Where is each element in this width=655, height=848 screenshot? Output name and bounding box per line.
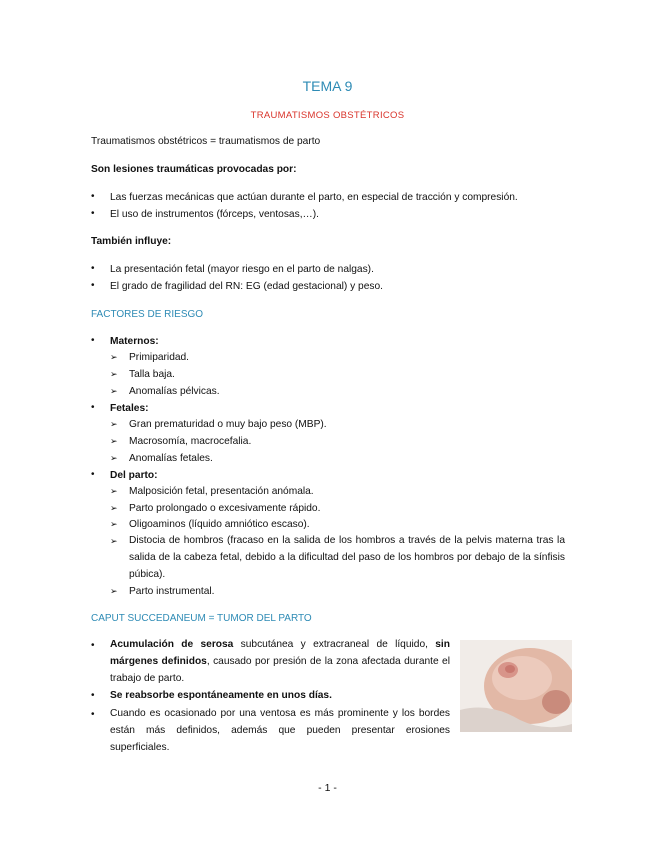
arrow-bullet-icon: ➢ (110, 436, 118, 446)
caput-heading: CAPUT SUCCEDANEUM = TUMOR DEL PARTO (91, 613, 312, 624)
cause-item: El uso de instrumentos (fórceps, ventosas,…). (110, 209, 319, 220)
bullet-icon: • (91, 263, 95, 274)
risk-item: Talla baja. (129, 369, 175, 380)
page-number: - 1 - (318, 782, 337, 794)
page-title: TEMA 9 (302, 78, 353, 94)
risk-item: Anomalías fetales. (129, 453, 213, 464)
definition-text: Traumatismos obstétricos = traumatismos de parto (91, 136, 321, 147)
risk-item: Macrosomía, macrocefalia. (129, 436, 252, 447)
arrow-bullet-icon: ➢ (110, 386, 118, 396)
caput-bold-2: sin márgenes definidos (110, 639, 450, 667)
causes-heading: Son lesiones traumáticas provocadas por: (91, 164, 297, 175)
influence-heading: También influye: (91, 236, 172, 247)
influence-item: La presentación fetal (mayor riesgo en el parto de nalgas). (110, 264, 374, 275)
bullet-icon: • (91, 208, 95, 219)
arrow-bullet-icon: ➢ (110, 453, 118, 463)
caput-bold-1: Acumulación de serosa (110, 639, 234, 650)
arrow-bullet-icon: ➢ (110, 369, 118, 379)
bullet-icon: • (91, 690, 95, 701)
newborn-head-photo (460, 640, 572, 732)
bullet-icon: • (91, 402, 95, 413)
caput-text-1: subcutánea y extracraneal de líquido, (233, 639, 436, 650)
arrow-bullet-icon: ➢ (110, 586, 118, 596)
bullet-icon: • (91, 280, 95, 291)
bullet-icon: • (91, 709, 95, 720)
arrow-bullet-icon: ➢ (110, 503, 118, 513)
risk-group-label: Del parto: (110, 470, 158, 481)
caput-text-2: , causado por presión de la zona afectada durante el trabajo de parto. (110, 656, 450, 684)
bullet-icon: • (91, 640, 95, 651)
risk-item: Malposición fetal, presentación anómala. (129, 486, 314, 497)
caput-item-1 (110, 636, 450, 687)
page-subtitle: TRAUMATISMOS OBSTÉTRICOS (250, 110, 405, 121)
arrow-bullet-icon: ➢ (110, 419, 118, 429)
risk-item: Oligoaminos (líquido amniótico escaso). (129, 519, 310, 530)
arrow-bullet-icon: ➢ (110, 519, 118, 529)
risk-item: Parto prolongado o excesivamente rápido. (129, 503, 321, 514)
risk-item: Primiparidad. (129, 352, 190, 363)
caput-item-3: Cuando es ocasionado por una ventosa es más prominente y los bordes están más definidos, además que pueden presentar erosiones superficiales. (110, 708, 450, 753)
bullet-icon: • (91, 469, 95, 480)
caput-item-2: Se reabsorbe espontáneamente en unos días. (110, 690, 332, 701)
risk-factors-heading: FACTORES DE RIESGO (91, 309, 204, 320)
arrow-bullet-icon: ➢ (110, 352, 118, 362)
bullet-icon: • (91, 335, 95, 346)
newborn-head-illustration (460, 640, 572, 732)
risk-group-label: Maternos: (110, 336, 159, 347)
influence-item: El grado de fragilidad del RN: EG (edad gestacional) y peso. (110, 281, 383, 292)
risk-item: Gran prematuridad o muy bajo peso (MBP). (129, 419, 327, 430)
cause-item: Las fuerzas mecánicas que actúan durante el parto, en especial de tracción y compresión. (110, 192, 518, 203)
bullet-icon: • (91, 191, 95, 202)
risk-group-label: Fetales: (110, 403, 149, 414)
risk-item: Anomalías pélvicas. (129, 386, 220, 397)
risk-item: Parto instrumental. (129, 586, 215, 597)
arrow-bullet-icon: ➢ (110, 486, 118, 496)
arrow-bullet-icon: ➢ (110, 536, 118, 546)
risk-item: Distocia de hombros (fracaso en la salida de los hombros a través de la pelvis materna tras la salida de la cabeza fetal, debido a la dificultad del paso de los hombros por debajo de la sínfisis púbica). (129, 535, 565, 580)
